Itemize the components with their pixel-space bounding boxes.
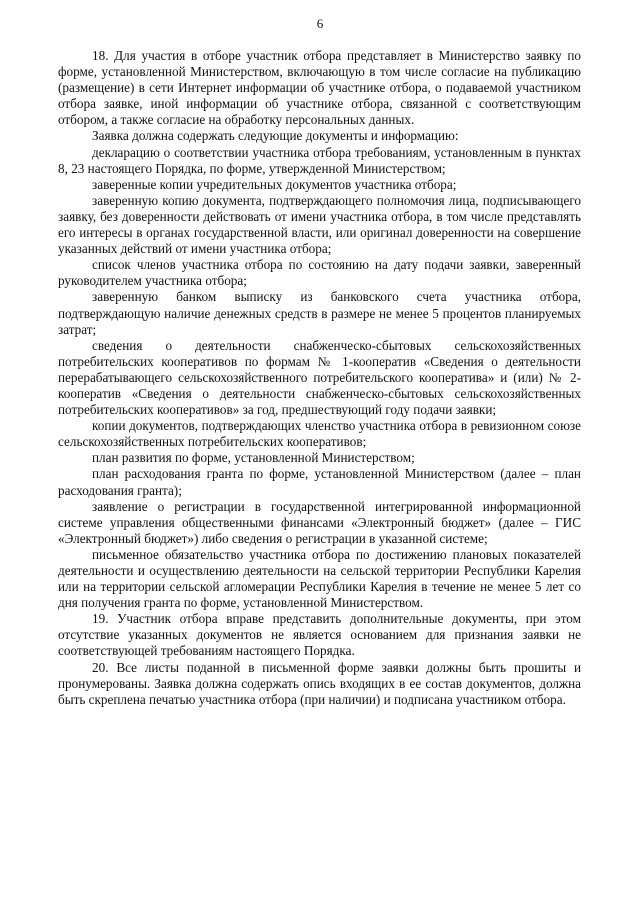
list-item-authority-document: заверенную копию документа, подтверждающего полномочия лица, подписывающего заявку, без доверенности действовать от имени участника отбора, в том числе представлять его интересы в органах государственной власти, или оригинал доверенности на совершение указанных действий от имени участника отбора; (58, 192, 581, 257)
list-item-members-list: список членов участника отбора по состоянию на дату подачи заявки, заверенный руководителем участника отбора; (58, 257, 581, 289)
paragraph-application-contents: Заявка должна содержать следующие документы и информацию: (92, 128, 459, 144)
list-item-development-plan: план развития по форме, установленной Министерством; (92, 450, 415, 466)
page-number: 6 (316, 16, 324, 31)
list-item-audit-union-membership: копии документов, подтверждающих членство участника отбора в ревизионном союзе сельскохозяйственных потребительских кооперативов; (58, 418, 581, 450)
list-item-grant-spending-plan: план расходования гранта по форме, установленной Министерством (далее – план расходования гранта); (58, 466, 581, 498)
list-item-bank-statement: заверенную банком выписку из банковского счета участника отбора, подтверждающую наличие денежных средств в размере не менее 5 процентов планируемых затрат; (58, 289, 581, 337)
paragraph-19: 19. Участник отбора вправе представить дополнительные документы, при этом отсутствие указанных документов не является основанием для признания заявки не соответствующей требованиям настоящего Порядка. (58, 611, 581, 659)
list-item-registration-statement: заявление о регистрации в государственной интегрированной информационной системе управления общественными финансами «Электронный бюджет» (далее – ГИС «Электронный бюджет») либо сведения о регистрации в указанной системе; (58, 498, 581, 546)
list-item-written-obligation: письменное обязательство участника отбора по достижению плановых показателей деятельности и осуществлению деятельности на сельской территории Республики Карелия или на территории сельской агломерации Республики Карелия в течение не менее 5 лет со дня получения гранта по форме, установленной Министерством. (58, 546, 581, 611)
document-body (58, 48, 581, 708)
list-item-declaration: декларацию о соответствии участника отбора требованиям, установленным в пунктах 8, 23 настоящего Порядка, по форме, утвержденной Министерством; (58, 144, 581, 176)
list-item-founding-documents: заверенные копии учредительных документов участника отбора; (92, 176, 457, 192)
paragraph-18: 18. Для участия в отборе участник отбора представляет в Министерство заявку по форме, установленной Министерством, включающую в том числе согласие на публикацию (размещение) в сети Интернет информации об участнике отбора, о подаваемой участником отбора заявке, иной информации об участнике отбора, связанной с соответствующим отбором, а также согласие на обработку персональных данных. (58, 48, 581, 128)
paragraph-20: 20. Все листы поданной в письменной форме заявки должны быть прошиты и пронумерованы. Заявка должна содержать опись входящих в ее состав документов, должна быть скреплена печатью участника отбора (при наличии) и подписана участником отбора. (58, 659, 581, 707)
list-item-cooperative-info: сведения о деятельности снабженческо-сбытовых сельскохозяйственных потребительских кооперативов по формам № 1-кооператив «Сведения о деятельности перерабатывающего сельскохозяйственного потребительского кооператива» и (или) № 2-кооператив «Сведения о деятельности снабженческо-сбытовых сельскохозяйственных потребительских кооперативов» за год, предшествующий году подачи заявки; (58, 337, 581, 418)
